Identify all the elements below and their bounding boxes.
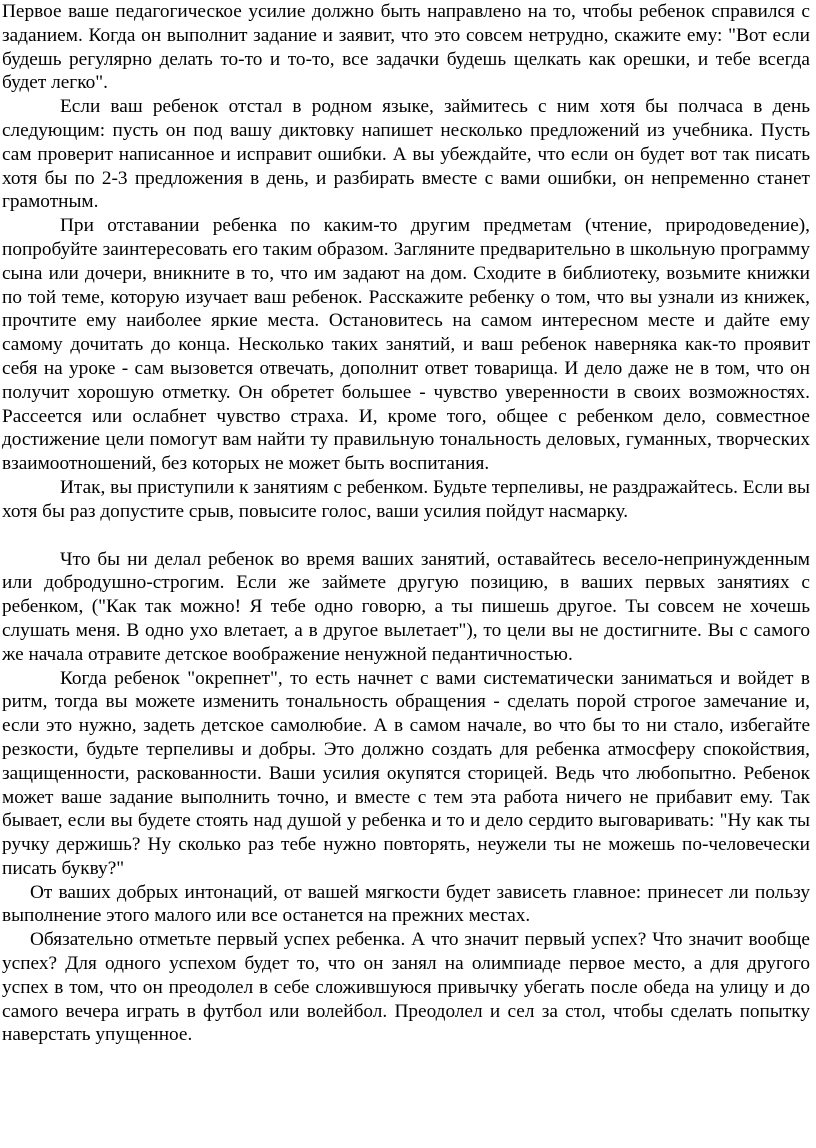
paragraph-4: Итак, вы приступили к занятиям с ребенком. Будьте терпеливы, не раздражайтесь. Если вы хотя бы раз допустите срыв, повысите голос, ваши усилия пойдут насмарку. xyxy=(2,476,810,522)
paragraph-8: Обязательно отметьте первый успех ребенка. А что значит первый успех? Что значит вообще успех? Для одного успехом будет то, что он занял на олимпиаде первое место, а для другого успех в том, что он преодолел в себе сложившуюся привычку убегать после обеда на улицу и до самого вечера играть в футбол или волейбол. Преодолел и сел за стол, чтобы сделать попытку наверстать упущенное. xyxy=(2,929,810,1046)
paragraph-gap xyxy=(2,524,810,548)
paragraph-7: От ваших добрых интонаций, от вашей мягкости будет зависеть главное: принесет ли пользу выполнение этого малого или все останется на прежних местах. xyxy=(2,881,810,927)
paragraph-5: Что бы ни делал ребенок во время ваших занятий, оставайтесь весело-непринужденным или добродушно-строгим. Если же займете другую позицию, в ваших первых занятиях с ребенком, ("Как так можно! Я тебе одно говорю, а ты пишешь другое. Ты совсем не хочешь слушать меня. В одно ухо влетает, а в другое вылетает"), то цели вы не достигните. Вы с самого же начала отравите детское воображение ненужной педантичностью. xyxy=(2,548,810,665)
paragraph-2: Если ваш ребенок отстал в родном языке, займитесь с ним хотя бы полчаса в день следующим: пусть он под вашу диктовку напишет несколько предложений из учебника. Пусть сам проверит написанное и исправит ошибки. А вы убеждайте, что если он будет вот так писать хотя бы по 2-3 предложения в день, и разбирать вместе с вами ошибки, он непременно станет грамотным. xyxy=(2,96,810,213)
paragraph-3: При отставании ребенка по каким-то другим предметам (чтение, природоведение), попробуйте заинтересовать его таким образом. Загляните предварительно в школьную программу сына или дочери, вникните в то, что им задают на дом. Сходите в библиотеку, возьмите книжки по той теме, которую изучает ваш ребенок. Расскажите ребенку о том, что вы узнали из книжек, прочтите ему наиболее яркие места. Остановитесь на самом интересном месте и дайте ему самому дочитать до конца. Несколько таких занятий, и ваш ребенок наверняка как-то проявит себя на уроке - сам вызовется отвечать, дополнит ответ товарища. И дело даже не в том, что он получит хорошую отметку. Он обретет большее - чувство уверенности в своих возможностях. Рассеется или ослабнет чувство страха. И, кроме того, общее с ребенком дело, совместное достижение цели помогут вам найти ту правильную тональность деловых, гуманных, творческих взаимоотношений, без которых не может быть воспитания. xyxy=(2,215,810,475)
paragraph-6: Когда ребенок "окрепнет", то есть начнет с вами систематически заниматься и войдет в ритм, тогда вы можете изменить тональность обращения - сделать порой строгое замечание и, если это нужно, задеть детское самолюбие. А в самом начале, во что бы то ни стало, избегайте резкости, будьте терпеливы и добры. Это должно создать для ребенка атмосферу спокойствия, защищенности, раскованности. Ваши усилия окупятся сторицей. Ведь что любопытно. Ребенок может ваше задание выполнить точно, и вместе с тем эта работа ничего не прибавит ему. Так бывает, если вы будете стоять над душой у ребенка и то и дело сердито выговаривать: "Ну как ты ручку держишь? Ну сколько раз тебе нужно повторять, неужели ты не можешь по-человечески писать букву?" xyxy=(2,667,810,879)
paragraph-1: Первое ваше педагогическое усилие должно быть направлено на то, чтобы ребенок справился с заданием. Когда он выполнит задание и заявит, что это совсем нетрудно, скажите ему: "Вот если будешь регулярно делать то-то и то-то, все задачки будешь щелкать как орешки, и тебе всегда будет легко". xyxy=(2,1,810,94)
